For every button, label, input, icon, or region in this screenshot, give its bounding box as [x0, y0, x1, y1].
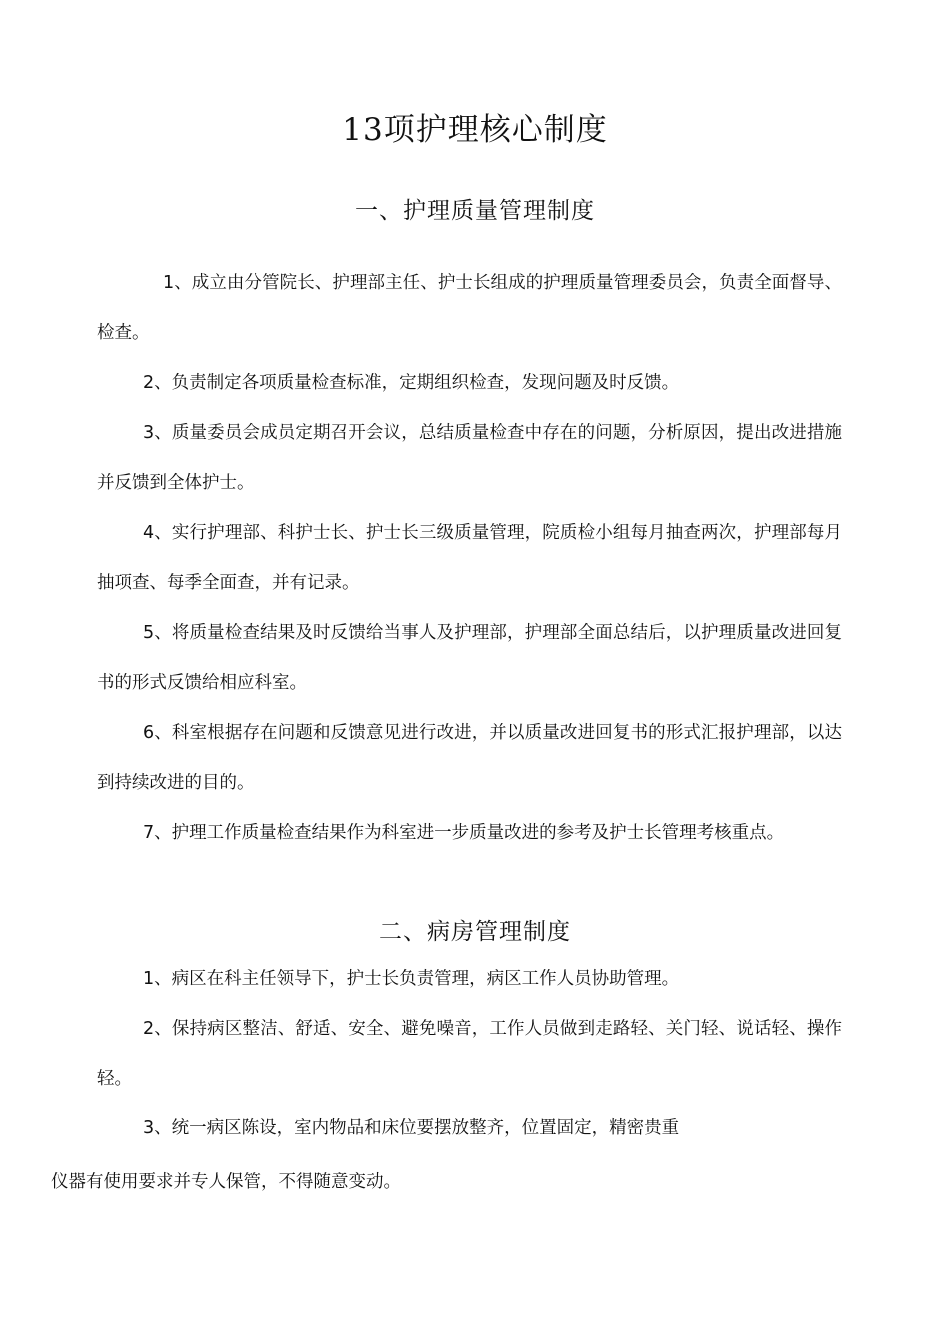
section1-paragraph-1: 1、成立由分管院长、护理部主任、护士长组成的护理质量管理委员会，负责全面督导、检查。	[97, 273, 842, 343]
section2-paragraph-3-line-2: 仪器有使用要求并专人保管，不得随意变动。	[51, 1172, 401, 1192]
section2-paragraph-3	[51, 1104, 842, 1206]
section1-paragraph-4: 4、实行护理部、科护士长、护士长三级质量管理，院质检小组每月抽查两次，护理部每月抽项查、每季全面查，并有记录。	[97, 523, 842, 593]
section-heading-quality-management: 一、护理质量管理制度	[355, 198, 595, 224]
section1-paragraph-7: 7、护理工作质量检查结果作为科室进一步质量改进的参考及护士长管理考核重点。	[143, 823, 785, 843]
section1-paragraph-5: 5、将质量检查结果及时反馈给当事人及护理部，护理部全面总结后，以护理质量改进回复书的形式反馈给相应科室。	[97, 623, 842, 693]
section2-paragraph-2: 2、保持病区整洁、舒适、安全、避免噪音，工作人员做到走路轻、关门轻、说话轻、操作轻。	[97, 1019, 842, 1089]
section1-paragraph-6: 6、科室根据存在问题和反馈意见进行改进，并以质量改进回复书的形式汇报护理部，以达到持续改进的目的。	[97, 723, 842, 793]
section-heading-ward-management: 二、病房管理制度	[379, 919, 571, 945]
section1-paragraph-3: 3、质量委员会成员定期召开会议，总结质量检查中存在的问题，分析原因，提出改进措施并反馈到全体护士。	[97, 423, 842, 493]
document-title: 13项护理核心制度	[342, 112, 608, 148]
section1-paragraph-2: 2、负责制定各项质量检查标准，定期组织检查，发现问题及时反馈。	[143, 373, 680, 393]
section2-paragraph-1: 1、病区在科主任领导下，护士长负责管理，病区工作人员协助管理。	[143, 969, 680, 989]
section2-paragraph-3-line-1: 3、统一病区陈设，室内物品和床位要摆放整齐，位置固定，精密贵重	[143, 1118, 680, 1138]
